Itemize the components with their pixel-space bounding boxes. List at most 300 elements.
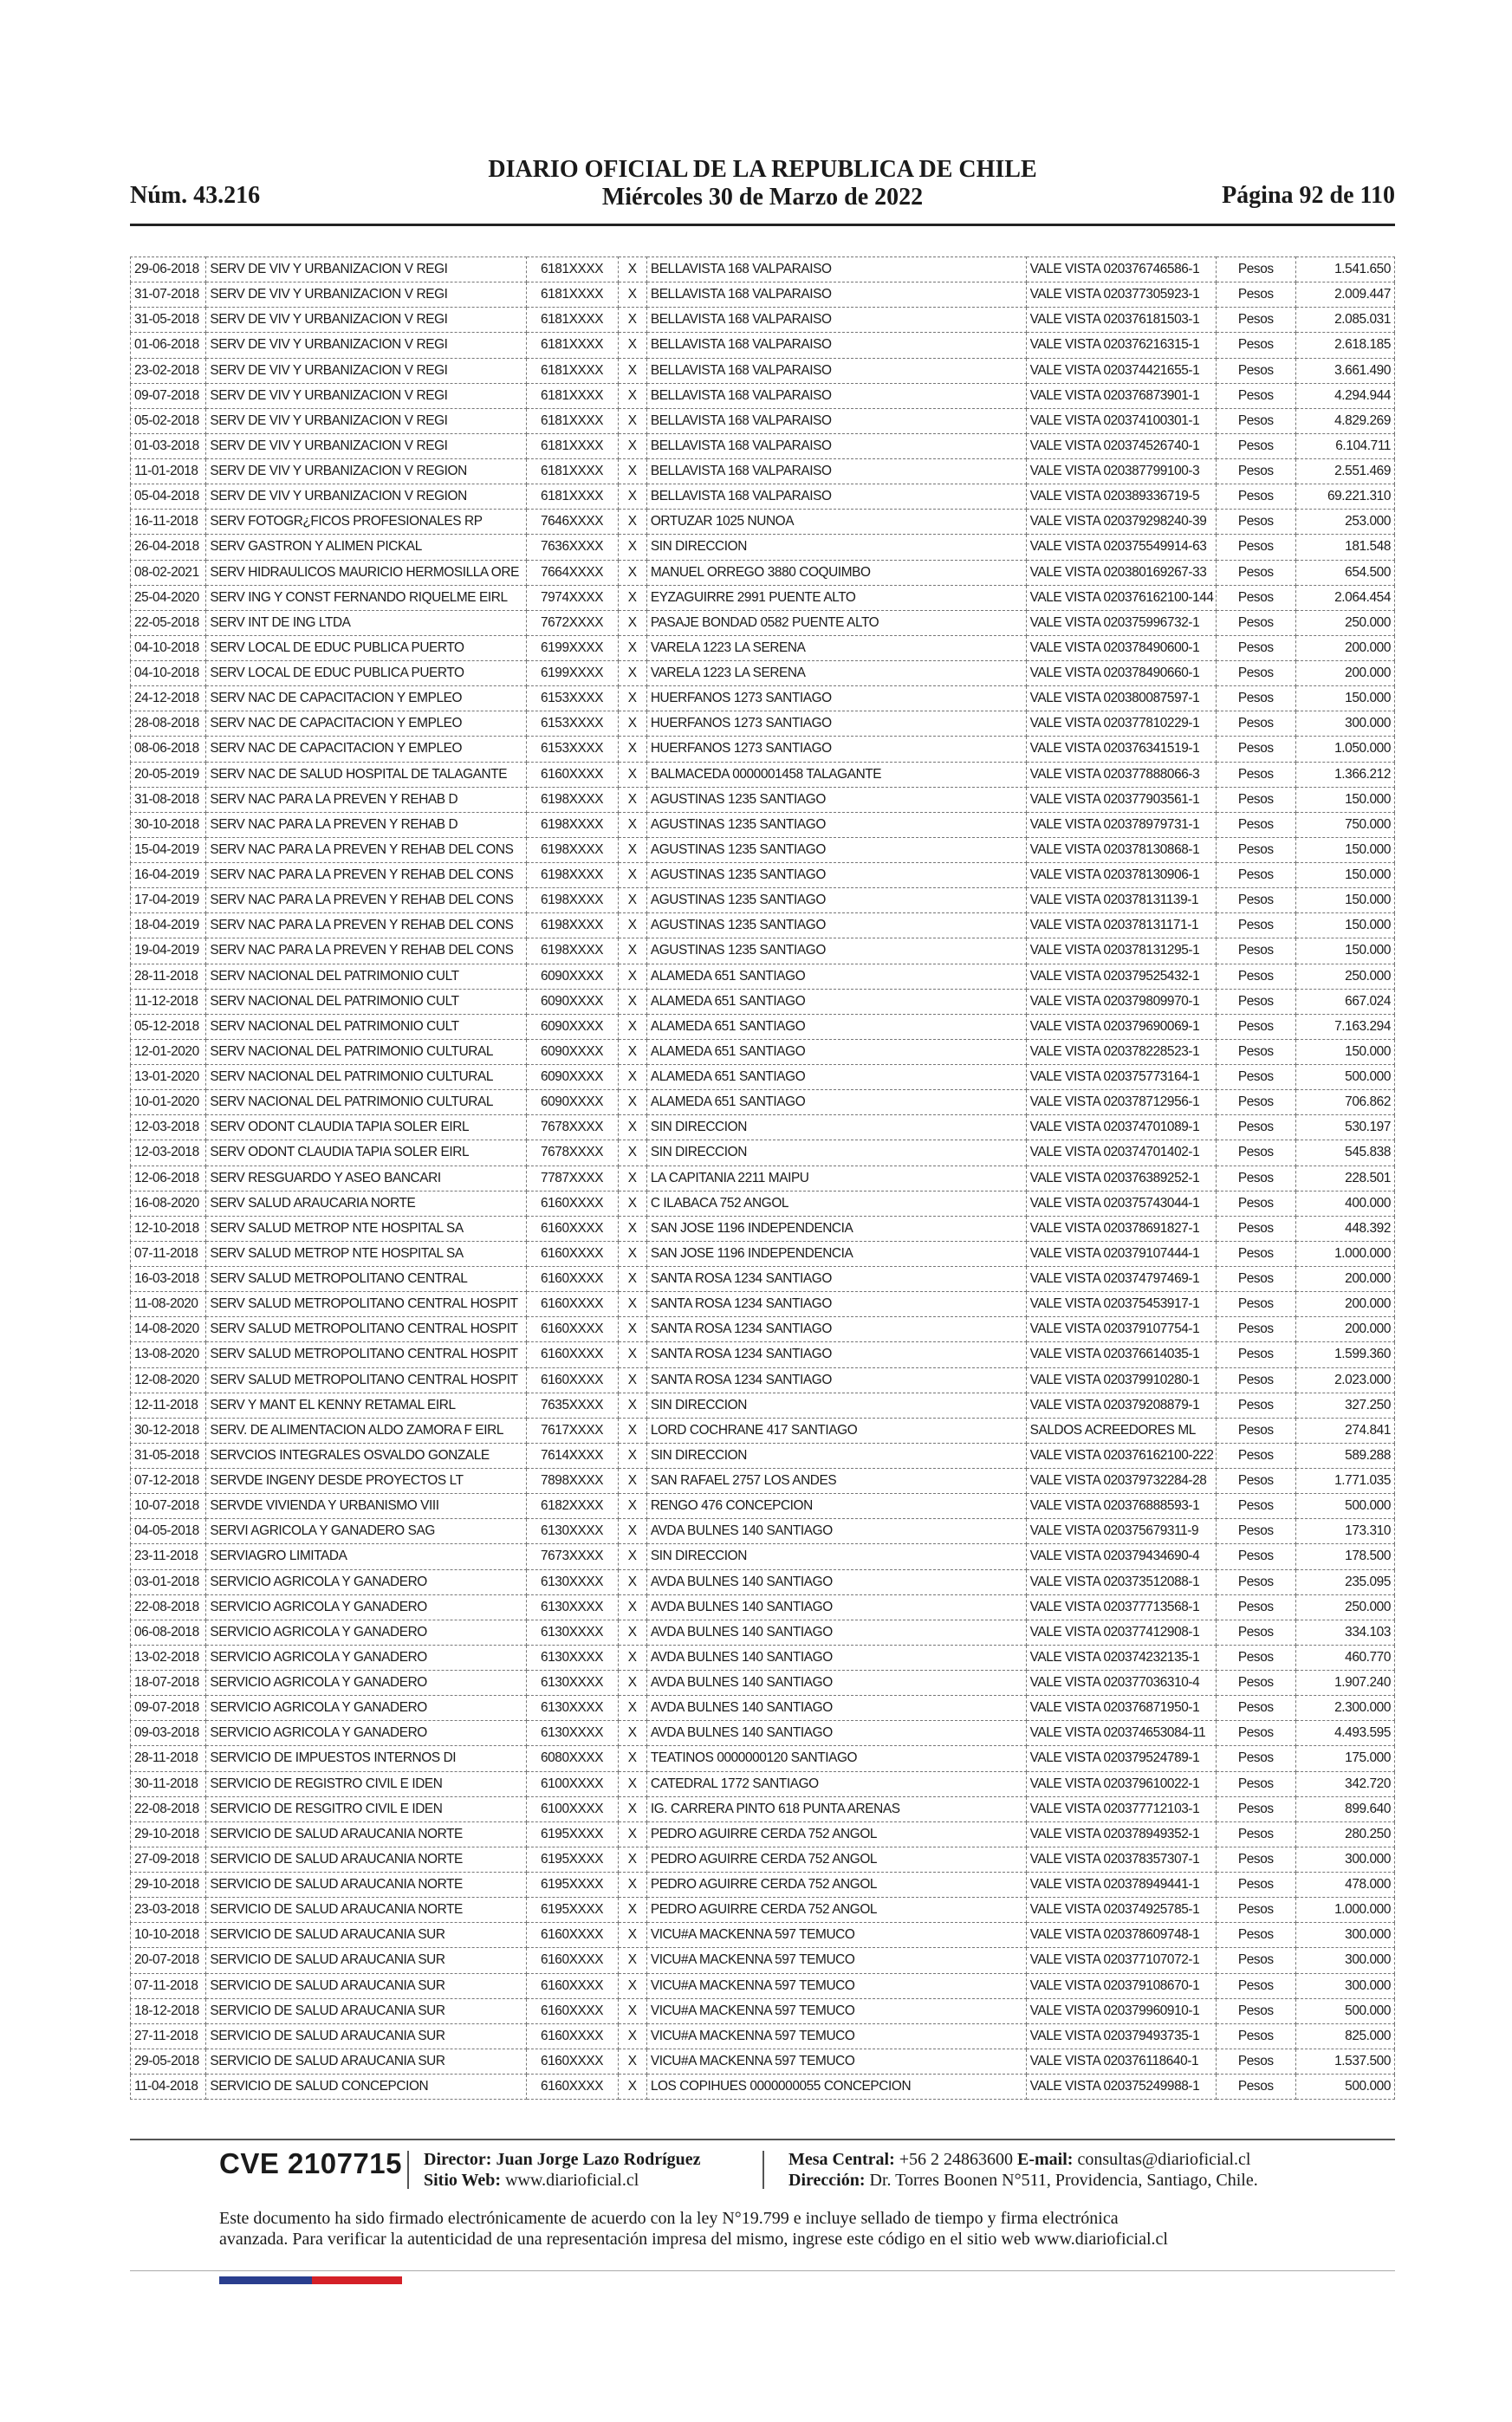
cell-currency: Pesos	[1217, 1367, 1296, 1393]
cell-amount: 300.000	[1295, 1923, 1394, 1948]
cell-currency: Pesos	[1217, 1065, 1296, 1090]
cell-name: SERVICIO DE SALUD ARAUCANIA SUR	[206, 2023, 526, 2049]
cell-rut: 6130XXXX	[526, 1620, 618, 1645]
address-label: Dirección:	[788, 2171, 866, 2190]
cell-document: VALE VISTA 020377107072-1	[1026, 1948, 1216, 1973]
cell-rut: 7974XXXX	[526, 585, 618, 610]
cell-currency: Pesos	[1217, 610, 1296, 635]
cell-address: SAN RAFAEL 2757 LOS ANDES	[646, 1469, 1026, 1494]
cell-document: VALE VISTA 020374421655-1	[1026, 358, 1216, 383]
cell-name: SERV DE VIV Y URBANIZACION V REGI	[206, 408, 526, 433]
cell-currency: Pesos	[1217, 585, 1296, 610]
cell-mark: X	[618, 1948, 646, 1973]
cell-name: SERV NACIONAL DEL PATRIMONIO CULT	[206, 989, 526, 1014]
cell-name: SERVICIO AGRICOLA Y GANADERO	[206, 1620, 526, 1645]
cell-document: VALE VISTA 020377712103-1	[1026, 1796, 1216, 1821]
cell-name: SERV FOTOGR¿FICOS PROFESIONALES RP	[206, 510, 526, 535]
cell-mark: X	[618, 1594, 646, 1620]
cell-currency: Pesos	[1217, 787, 1296, 812]
cell-address: CATEDRAL 1772 SANTIAGO	[646, 1771, 1026, 1796]
cell-rut: 6160XXXX	[526, 762, 618, 787]
table-row	[131, 1418, 1395, 1443]
cell-mark: X	[618, 1569, 646, 1594]
cell-date: 05-02-2018	[131, 408, 206, 433]
cell-document: VALE VISTA 020375743044-1	[1026, 1191, 1216, 1216]
table-row	[131, 358, 1395, 383]
cell-document: VALE VISTA 020380087597-1	[1026, 686, 1216, 711]
cell-date: 12-01-2020	[131, 1039, 206, 1064]
cell-mark: X	[618, 333, 646, 358]
table-row	[131, 1090, 1395, 1115]
cell-amount: 1.366.212	[1295, 762, 1394, 787]
cell-currency: Pesos	[1217, 1267, 1296, 1292]
cell-name: SERV LOCAL DE EDUC PUBLICA PUERTO	[206, 661, 526, 686]
cell-rut: 6181XXXX	[526, 408, 618, 433]
cve-code: CVE 2107715	[219, 2147, 402, 2179]
cell-mark: X	[618, 383, 646, 408]
cell-address: PEDRO AGUIRRE CERDA 752 ANGOL	[646, 1847, 1026, 1872]
table-row	[131, 510, 1395, 535]
cell-document: VALE VISTA 020378131139-1	[1026, 888, 1216, 913]
table-row	[131, 383, 1395, 408]
cell-rut: 6160XXXX	[526, 2049, 618, 2074]
table-row	[131, 308, 1395, 333]
table-row	[131, 1367, 1395, 1393]
cell-name: SERVICIO AGRICOLA Y GANADERO	[206, 1721, 526, 1746]
cell-amount: 2.300.000	[1295, 1696, 1394, 1721]
cell-name: SERV INT DE ING LTDA	[206, 610, 526, 635]
table-row	[131, 964, 1395, 989]
cell-name: SERV SALUD METROPOLITANO CENTRAL HOSPIT	[206, 1342, 526, 1367]
cell-amount: 706.862	[1295, 1090, 1394, 1115]
cell-date: 17-04-2019	[131, 888, 206, 913]
cell-mark: X	[618, 1645, 646, 1670]
cell-name: SERV NAC PARA LA PREVEN Y REHAB DEL CONS	[206, 863, 526, 888]
cell-date: 10-01-2020	[131, 1090, 206, 1115]
site-link[interactable]: www.diarioficial.cl	[505, 2171, 639, 2190]
cell-address: PEDRO AGUIRRE CERDA 752 ANGOL	[646, 1898, 1026, 1923]
email-link[interactable]: consultas@diarioficial.cl	[1077, 2150, 1251, 2169]
cell-date: 06-08-2018	[131, 1620, 206, 1645]
table-row	[131, 686, 1395, 711]
cell-rut: 6090XXXX	[526, 964, 618, 989]
cell-name: SERVI AGRICOLA Y GANADERO SAG	[206, 1519, 526, 1544]
cell-amount: 69.221.310	[1295, 484, 1394, 510]
table-row	[131, 1166, 1395, 1191]
cell-amount: 2.023.000	[1295, 1367, 1394, 1393]
table-row	[131, 1519, 1395, 1544]
cell-rut: 6160XXXX	[526, 1267, 618, 1292]
cell-address: SANTA ROSA 1234 SANTIAGO	[646, 1367, 1026, 1393]
issue-number: Núm. 43.216	[130, 182, 261, 209]
cell-address: SANTA ROSA 1234 SANTIAGO	[646, 1267, 1026, 1292]
cell-mark: X	[618, 1443, 646, 1468]
cell-address: BELLAVISTA 168 VALPARAISO	[646, 408, 1026, 433]
cell-currency: Pesos	[1217, 535, 1296, 560]
cell-name: SERV DE VIV Y URBANIZACION V REGI	[206, 257, 526, 282]
cell-amount: 342.720	[1295, 1771, 1394, 1796]
cell-currency: Pesos	[1217, 863, 1296, 888]
cell-name: SERVICIO DE SALUD ARAUCANIA SUR	[206, 1948, 526, 1973]
director-block	[424, 2149, 701, 2191]
cell-amount: 4.829.269	[1295, 408, 1394, 433]
cell-mark: X	[618, 1393, 646, 1418]
cell-rut: 6080XXXX	[526, 1746, 618, 1771]
cell-currency: Pesos	[1217, 1292, 1296, 1317]
cell-amount: 150.000	[1295, 686, 1394, 711]
cell-document: VALE VISTA 020378949352-1	[1026, 1821, 1216, 1847]
cell-currency: Pesos	[1217, 1039, 1296, 1064]
cell-amount: 200.000	[1295, 1267, 1394, 1292]
cell-document: VALE VISTA 020379108670-1	[1026, 1973, 1216, 1998]
mesa-label: Mesa Central:	[788, 2150, 895, 2169]
cell-rut: 6181XXXX	[526, 433, 618, 458]
cell-address: VICU#A MACKENNA 597 TEMUCO	[646, 1948, 1026, 1973]
cell-name: SERV ING Y CONST FERNANDO RIQUELME EIRL	[206, 585, 526, 610]
cell-document: VALE VISTA 020376746586-1	[1026, 257, 1216, 282]
cell-rut: 7678XXXX	[526, 1115, 618, 1140]
cell-mark: X	[618, 1696, 646, 1721]
cell-amount: 280.250	[1295, 1821, 1394, 1847]
cell-rut: 6160XXXX	[526, 1923, 618, 1948]
cell-address: VARELA 1223 LA SERENA	[646, 661, 1026, 686]
cell-name: SERV SALUD METROPOLITANO CENTRAL HOSPIT	[206, 1317, 526, 1342]
cell-name: SERVICIO DE RESGITRO CIVIL E IDEN	[206, 1796, 526, 1821]
cell-document: VALE VISTA 020377305923-1	[1026, 282, 1216, 308]
cell-date: 31-08-2018	[131, 787, 206, 812]
cell-mark: X	[618, 2049, 646, 2074]
cell-name: SERVICIO DE IMPUESTOS INTERNOS DI	[206, 1746, 526, 1771]
cell-date: 28-08-2018	[131, 711, 206, 737]
cell-address: SANTA ROSA 1234 SANTIAGO	[646, 1292, 1026, 1317]
page-number: Página 92 de 110	[1222, 182, 1395, 209]
email-label: E-mail:	[1017, 2150, 1074, 2169]
cell-rut: 6130XXXX	[526, 1519, 618, 1544]
cell-document: VALE VISTA 020374653084-11	[1026, 1721, 1216, 1746]
cell-address: AGUSTINAS 1235 SANTIAGO	[646, 913, 1026, 938]
cell-date: 13-01-2020	[131, 1065, 206, 1090]
table-row	[131, 1115, 1395, 1140]
cell-currency: Pesos	[1217, 1645, 1296, 1670]
cell-rut: 7898XXXX	[526, 1469, 618, 1494]
table-row	[131, 1014, 1395, 1039]
cell-amount: 250.000	[1295, 964, 1394, 989]
cell-mark: X	[618, 459, 646, 484]
cell-date: 12-08-2020	[131, 1367, 206, 1393]
cell-document: VALE VISTA 020374526740-1	[1026, 433, 1216, 458]
cell-rut: 6199XXXX	[526, 661, 618, 686]
cell-date: 13-08-2020	[131, 1342, 206, 1367]
cell-date: 11-04-2018	[131, 2075, 206, 2100]
cell-currency: Pesos	[1217, 989, 1296, 1014]
cell-date: 04-05-2018	[131, 1519, 206, 1544]
cell-address: AVDA BULNES 140 SANTIAGO	[646, 1721, 1026, 1746]
cell-mark: X	[618, 1039, 646, 1064]
table-row	[131, 1140, 1395, 1166]
cell-currency: Pesos	[1217, 1469, 1296, 1494]
table-row	[131, 1973, 1395, 1998]
cell-date: 18-07-2018	[131, 1671, 206, 1696]
cell-mark: X	[618, 1065, 646, 1090]
cell-mark: X	[618, 1469, 646, 1494]
cell-currency: Pesos	[1217, 510, 1296, 535]
cell-rut: 6160XXXX	[526, 1948, 618, 1973]
table-row	[131, 1620, 1395, 1645]
cell-rut: 6198XXXX	[526, 913, 618, 938]
cell-name: SERV. DE ALIMENTACION ALDO ZAMORA F EIRL	[206, 1418, 526, 1443]
cell-amount: 500.000	[1295, 2075, 1394, 2100]
records-body	[131, 257, 1395, 2100]
cell-mark: X	[618, 1544, 646, 1569]
cell-amount: 460.770	[1295, 1645, 1394, 1670]
director-label: Director:	[424, 2150, 492, 2169]
cell-name: SERV NAC PARA LA PREVEN Y REHAB DEL CONS	[206, 913, 526, 938]
cell-amount: 1.000.000	[1295, 1898, 1394, 1923]
cell-amount: 7.163.294	[1295, 1014, 1394, 1039]
table-row	[131, 1998, 1395, 2023]
cell-document: VALE VISTA 020378979731-1	[1026, 812, 1216, 837]
cell-date: 11-12-2018	[131, 989, 206, 1014]
cell-document: VALE VISTA 020376871950-1	[1026, 1696, 1216, 1721]
cell-date: 18-04-2019	[131, 913, 206, 938]
cell-mark: X	[618, 1898, 646, 1923]
cell-currency: Pesos	[1217, 1620, 1296, 1645]
cell-address: AGUSTINAS 1235 SANTIAGO	[646, 787, 1026, 812]
cell-amount: 6.104.711	[1295, 433, 1394, 458]
cell-name: SERVICIO DE SALUD CONCEPCION	[206, 2075, 526, 2100]
cell-mark: X	[618, 837, 646, 862]
table-row	[131, 2023, 1395, 2049]
cell-name: SERV NACIONAL DEL PATRIMONIO CULT	[206, 1014, 526, 1039]
cell-currency: Pesos	[1217, 762, 1296, 787]
cell-amount: 150.000	[1295, 837, 1394, 862]
cell-mark: X	[618, 1873, 646, 1898]
cell-address: SAN JOSE 1196 INDEPENDENCIA	[646, 1241, 1026, 1266]
cell-currency: Pesos	[1217, 1191, 1296, 1216]
cell-amount: 228.501	[1295, 1166, 1394, 1191]
cell-address: AVDA BULNES 140 SANTIAGO	[646, 1569, 1026, 1594]
cell-document: VALE VISTA 020377713568-1	[1026, 1594, 1216, 1620]
table-row	[131, 1594, 1395, 1620]
cell-date: 09-03-2018	[131, 1721, 206, 1746]
cell-document: VALE VISTA 020374232135-1	[1026, 1645, 1216, 1670]
brand-bar-red	[312, 2276, 402, 2284]
cell-name: SERV DE VIV Y URBANIZACION V REGI	[206, 383, 526, 408]
cell-date: 04-10-2018	[131, 635, 206, 660]
cell-currency: Pesos	[1217, 459, 1296, 484]
cell-rut: 7672XXXX	[526, 610, 618, 635]
cell-date: 16-08-2020	[131, 1191, 206, 1216]
cell-address: AGUSTINAS 1235 SANTIAGO	[646, 888, 1026, 913]
cell-currency: Pesos	[1217, 1696, 1296, 1721]
cell-currency: Pesos	[1217, 737, 1296, 762]
cell-document: VALE VISTA 020387799100-3	[1026, 459, 1216, 484]
table-row	[131, 1443, 1395, 1468]
cell-name: SERV NACIONAL DEL PATRIMONIO CULT	[206, 964, 526, 989]
cell-address: VICU#A MACKENNA 597 TEMUCO	[646, 1923, 1026, 1948]
cell-amount: 3.661.490	[1295, 358, 1394, 383]
cell-mark: X	[618, 661, 646, 686]
cell-address: RENGO 476 CONCEPCION	[646, 1494, 1026, 1519]
cell-date: 09-07-2018	[131, 1696, 206, 1721]
cell-mark: X	[618, 737, 646, 762]
cell-currency: Pesos	[1217, 383, 1296, 408]
cell-address: BELLAVISTA 168 VALPARAISO	[646, 333, 1026, 358]
cell-address: BELLAVISTA 168 VALPARAISO	[646, 433, 1026, 458]
cell-address: BELLAVISTA 168 VALPARAISO	[646, 358, 1026, 383]
cell-document: VALE VISTA 020379107754-1	[1026, 1317, 1216, 1342]
cell-rut: 6130XXXX	[526, 1696, 618, 1721]
cell-name: SERVICIO AGRICOLA Y GANADERO	[206, 1645, 526, 1670]
table-row	[131, 560, 1395, 585]
cell-amount: 500.000	[1295, 1065, 1394, 1090]
cell-address: ALAMEDA 651 SANTIAGO	[646, 1090, 1026, 1115]
cell-rut: 6153XXXX	[526, 686, 618, 711]
cell-document: VALE VISTA 020375453917-1	[1026, 1292, 1216, 1317]
cell-rut: 6181XXXX	[526, 484, 618, 510]
cell-mark: X	[618, 1519, 646, 1544]
cell-name: SERV NACIONAL DEL PATRIMONIO CULTURAL	[206, 1065, 526, 1090]
cell-date: 15-04-2019	[131, 837, 206, 862]
cell-document: VALE VISTA 020379809970-1	[1026, 989, 1216, 1014]
cell-address: ALAMEDA 651 SANTIAGO	[646, 1039, 1026, 1064]
cell-mark: X	[618, 635, 646, 660]
cell-document: VALE VISTA 020389336719-5	[1026, 484, 1216, 510]
cell-currency: Pesos	[1217, 1721, 1296, 1746]
cell-amount: 654.500	[1295, 560, 1394, 585]
cell-document: VALE VISTA 020377888066-3	[1026, 762, 1216, 787]
cell-address: SIN DIRECCION	[646, 1115, 1026, 1140]
cell-name: SERVICIO DE SALUD ARAUCANIA SUR	[206, 1973, 526, 1998]
cell-amount: 4.493.595	[1295, 1721, 1394, 1746]
cell-rut: 6181XXXX	[526, 383, 618, 408]
cell-rut: 6100XXXX	[526, 1796, 618, 1821]
table-row	[131, 433, 1395, 458]
cell-name: SERV SALUD ARAUCARIA NORTE	[206, 1191, 526, 1216]
cell-rut: 6198XXXX	[526, 888, 618, 913]
cell-date: 11-08-2020	[131, 1292, 206, 1317]
cell-name: SERV NAC PARA LA PREVEN Y REHAB DEL CONS	[206, 888, 526, 913]
cell-name: SERVCIOS INTEGRALES OSVALDO GONZALE	[206, 1443, 526, 1468]
table-row	[131, 484, 1395, 510]
cell-mark: X	[618, 938, 646, 964]
cell-address: BALMACEDA 0000001458 TALAGANTE	[646, 762, 1026, 787]
cell-mark: X	[618, 1821, 646, 1847]
cell-rut: 6181XXXX	[526, 459, 618, 484]
cell-rut: 6090XXXX	[526, 1065, 618, 1090]
cell-date: 08-02-2021	[131, 560, 206, 585]
cell-currency: Pesos	[1217, 1443, 1296, 1468]
cell-amount: 200.000	[1295, 1317, 1394, 1342]
cell-rut: 6198XXXX	[526, 787, 618, 812]
cell-amount: 1.599.360	[1295, 1342, 1394, 1367]
cell-mark: X	[618, 1292, 646, 1317]
cell-name: SERV NACIONAL DEL PATRIMONIO CULTURAL	[206, 1090, 526, 1115]
cell-rut: 6160XXXX	[526, 1317, 618, 1342]
table-row	[131, 1796, 1395, 1821]
cell-mark: X	[618, 585, 646, 610]
cell-address: AVDA BULNES 140 SANTIAGO	[646, 1620, 1026, 1645]
cell-currency: Pesos	[1217, 257, 1296, 282]
cell-mark: X	[618, 1317, 646, 1342]
cell-name: SERVICIO AGRICOLA Y GANADERO	[206, 1671, 526, 1696]
cell-mark: X	[618, 1014, 646, 1039]
cell-currency: Pesos	[1217, 1998, 1296, 2023]
cell-amount: 1.771.035	[1295, 1469, 1394, 1494]
cell-rut: 6181XXXX	[526, 308, 618, 333]
footer-separator	[407, 2151, 409, 2189]
cell-date: 01-06-2018	[131, 333, 206, 358]
cell-date: 29-10-2018	[131, 1873, 206, 1898]
cell-document: VALE VISTA 020376216315-1	[1026, 333, 1216, 358]
cell-amount: 1.050.000	[1295, 737, 1394, 762]
cell-date: 22-05-2018	[131, 610, 206, 635]
table-row	[131, 1771, 1395, 1796]
cell-amount: 589.288	[1295, 1443, 1394, 1468]
cell-currency: Pesos	[1217, 1973, 1296, 1998]
cell-mark: X	[618, 1241, 646, 1266]
cell-mark: X	[618, 1620, 646, 1645]
cell-address: AGUSTINAS 1235 SANTIAGO	[646, 863, 1026, 888]
cell-address: AVDA BULNES 140 SANTIAGO	[646, 1594, 1026, 1620]
cell-document: VALE VISTA 020378712956-1	[1026, 1090, 1216, 1115]
cell-rut: 6160XXXX	[526, 2023, 618, 2049]
cell-document: VALE VISTA 020376873901-1	[1026, 383, 1216, 408]
cell-amount: 2.618.185	[1295, 333, 1394, 358]
cell-currency: Pesos	[1217, 1847, 1296, 1872]
cell-mark: X	[618, 1796, 646, 1821]
cell-document: VALE VISTA 020379298240-39	[1026, 510, 1216, 535]
cell-mark: X	[618, 1367, 646, 1393]
table-row	[131, 938, 1395, 964]
cell-rut: 6181XXXX	[526, 358, 618, 383]
cell-date: 31-05-2018	[131, 308, 206, 333]
cell-name: SERV DE VIV Y URBANIZACION V REGI	[206, 333, 526, 358]
cell-currency: Pesos	[1217, 1140, 1296, 1166]
cell-address: AVDA BULNES 140 SANTIAGO	[646, 1696, 1026, 1721]
cell-mark: X	[618, 282, 646, 308]
cell-address: ALAMEDA 651 SANTIAGO	[646, 989, 1026, 1014]
cell-mark: X	[618, 510, 646, 535]
cell-currency: Pesos	[1217, 1216, 1296, 1241]
cell-amount: 667.024	[1295, 989, 1394, 1014]
cell-rut: 6130XXXX	[526, 1671, 618, 1696]
cell-name: SERVICIO DE SALUD ARAUCANIA NORTE	[206, 1873, 526, 1898]
cell-date: 16-03-2018	[131, 1267, 206, 1292]
cell-document: VALE VISTA 020376389252-1	[1026, 1166, 1216, 1191]
table-row	[131, 1469, 1395, 1494]
cell-rut: 6153XXXX	[526, 737, 618, 762]
cell-amount: 1.537.500	[1295, 2049, 1394, 2074]
cell-mark: X	[618, 535, 646, 560]
contact-block	[788, 2149, 1258, 2191]
cell-rut: 7787XXXX	[526, 1166, 618, 1191]
cell-address: BELLAVISTA 168 VALPARAISO	[646, 459, 1026, 484]
cell-name: SERVICIO DE SALUD ARAUCANIA SUR	[206, 1998, 526, 2023]
cell-document: VALE VISTA 020379960910-1	[1026, 1998, 1216, 2023]
table-row	[131, 1241, 1395, 1266]
cell-document: VALE VISTA 020380169267-33	[1026, 560, 1216, 585]
cell-currency: Pesos	[1217, 333, 1296, 358]
cell-date: 30-12-2018	[131, 1418, 206, 1443]
cell-document: VALE VISTA 020379208879-1	[1026, 1393, 1216, 1418]
cell-date: 07-11-2018	[131, 1241, 206, 1266]
cell-mark: X	[618, 1140, 646, 1166]
cell-mark: X	[618, 787, 646, 812]
cell-address: SIN DIRECCION	[646, 1544, 1026, 1569]
cell-currency: Pesos	[1217, 1821, 1296, 1847]
cell-address: SIN DIRECCION	[646, 1393, 1026, 1418]
